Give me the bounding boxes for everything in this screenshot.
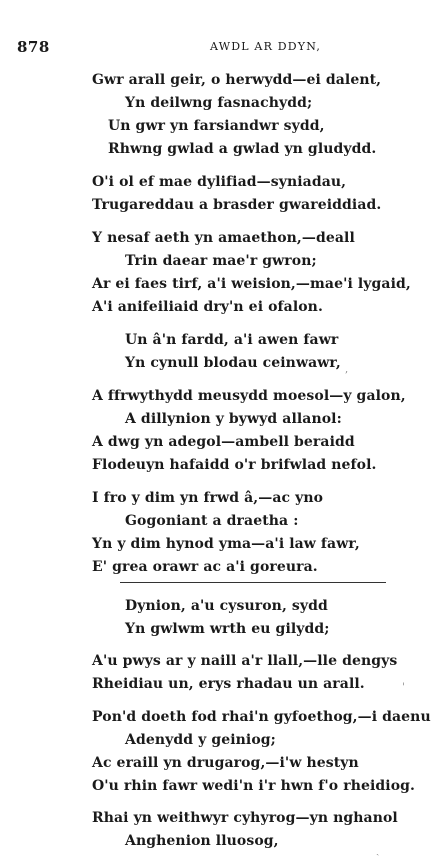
poem-line: A dwg yn adegol—ambell beraidd	[92, 434, 355, 450]
page-number: 878	[17, 38, 50, 56]
print-speck: '	[402, 682, 405, 693]
poem-line: I fro y dim yn frwd â,—ac yno	[92, 490, 324, 506]
poem-line: Yn deilwng fasnachydd;	[125, 95, 313, 111]
poem-line: A ffrwythydd meusydd moesol—y galon,	[92, 388, 406, 404]
poem-line: Y nesaf aeth yn amaethon,—deall	[92, 230, 355, 246]
poem-line: Anghenion lluosog,	[125, 833, 279, 849]
poem-line: Adenydd y geiniog;	[125, 732, 276, 748]
poem-line: Un gwr yn farsiandwr sydd,	[108, 118, 325, 134]
page-header	[0, 38, 446, 58]
poem-line: Trugareddau a brasder gwareiddiad.	[92, 197, 382, 213]
poem-line: E' grea orawr ac a'i goreura.	[92, 559, 318, 575]
poem-line: Rhai yn weithwyr cyhyrog—yn nghanol	[92, 810, 398, 826]
poem-line: Yn y dim hynod yma—a'i law fawr,	[92, 536, 360, 552]
poem-line: Dynion, a'u cysuron, sydd	[125, 598, 328, 614]
poem-line: Ac eraill yn drugarog,—i'w hestyn	[92, 755, 359, 771]
running-title: AWDL AR DDYN,	[210, 40, 322, 53]
print-speck: ˎ	[376, 845, 380, 856]
poem-line: Gogoniant a draetha :	[125, 513, 299, 529]
poem-line: Ar ei faes tirf, a'i weision,—mae'i lygaid,	[92, 276, 411, 292]
poem-line: Gwr arall geir, o herwydd—ei dalent,	[92, 72, 382, 88]
print-speck: ,	[345, 364, 349, 375]
poem-line: O'u rhin fawr wedi'n i'r hwn f'o rheidiog.	[92, 778, 416, 794]
poem-line: Yn gwlwm wrth eu gilydd;	[125, 621, 330, 637]
poem-line: A'i anifeiliaid dry'n ei ofalon.	[92, 299, 323, 315]
poem-line: Yn cynull blodau ceinwawr,	[125, 355, 341, 371]
poem-line: A'u pwys ar y naill a'r llall,—lle dengys	[92, 653, 398, 669]
poem-line: Rheidiau un, erys rhadau un arall.	[92, 676, 365, 692]
poem-line: Trin daear mae'r gwron;	[125, 253, 317, 269]
poem-line: A dillynion y bywyd allanol:	[125, 411, 342, 427]
poem-line: Un â'n fardd, a'i awen fawr	[125, 332, 339, 348]
section-divider	[120, 582, 386, 583]
poem-line: O'i ol ef mae dylifiad—syniadau,	[92, 174, 347, 190]
poem-line: Rhwng gwlad a gwlad yn gludydd.	[108, 141, 377, 157]
poem-line: Flodeuyn hafaidd o'r brifwlad nefol.	[92, 457, 377, 473]
poem-line: Pon'd doeth fod rhai'n gyfoethog,—i daenu	[92, 709, 431, 725]
